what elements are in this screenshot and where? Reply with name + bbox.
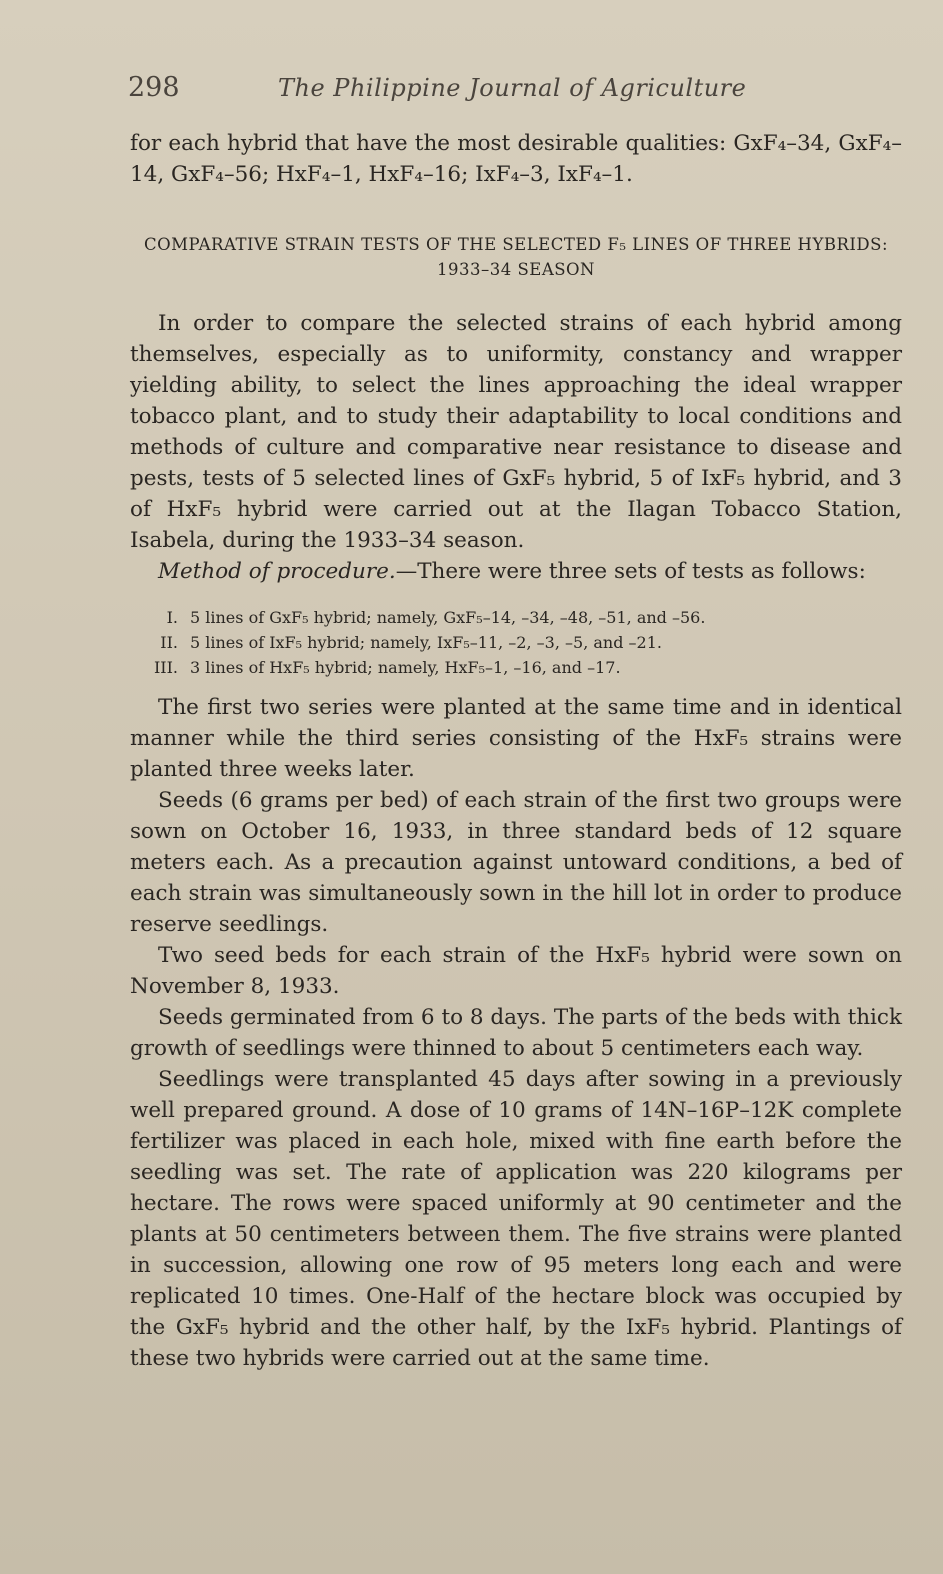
page-number: 298: [128, 72, 180, 103]
test-text: 3 lines of HxF₅ hybrid; namely, HxF₅–1, –16, and –17.: [190, 658, 621, 677]
test-number: II.: [160, 633, 178, 652]
test-text: 5 lines of GxF₅ hybrid; namely, GxF₅–14, –34, –48, –51, and –56.: [190, 608, 706, 627]
section-heading: COMPARATIVE STRAIN TESTS OF THE SELECTED F₅ LINES OF THREE HYBRIDS: 1933–34 SEASON: [144, 235, 888, 279]
paragraph-method: [130, 556, 902, 587]
paragraph-purpose: In order to compare the selected strains of each hybrid among themselves, especially as to uniformity, constancy and wrapper yielding ability, to select the lines approaching the ideal wrapper tobacco plant, and to study their adaptability to local conditions and methods of culture and comparative near resistance to disease and pests, tests of 5 selected lines of GxF₅ hybrid, 5 of IxF₅ hybrid, and 3 of HxF₅ hybrid were carried out at the Ilagan Tobacco Station, Isabela, during the 1933–34 season.: [130, 311, 902, 553]
test-number: I.: [166, 608, 178, 627]
intro-paragraph: for each hybrid that have the most desirable qualities: GxF₄–34, GxF₄–14, GxF₄–56; HxF₄–1, HxF₄–16; IxF₄–3, IxF₄–1.: [130, 131, 902, 187]
body-text: [130, 128, 902, 1374]
paragraph-seeds: Seeds (6 grams per bed) of each strain of the first two groups were sown on October 16, 1933, in three standard beds of 12 square meters each. As a precaution against untoward conditions, a bed of each strain was simultaneously sown in the hill lot in order to produce reserve seedlings.: [130, 788, 902, 937]
test-item: [130, 655, 902, 680]
page-header: [128, 72, 828, 112]
paragraph-series: The first two series were planted at the same time and in identical manner while the third series consisting of the HxF₅ strains were planted three weeks later.: [130, 695, 902, 782]
journal-title: The Philippine Journal of Agriculture: [278, 74, 747, 102]
tests-list: [130, 605, 902, 680]
test-item: [130, 605, 902, 630]
paragraph-transplanting: Seedlings were transplanted 45 days after sowing in a previously well prepared ground. A dose of 10 grams of 14N–16P–12K complete fertilizer was placed in each hole, mixed with fine earth before the seedling was set. The rate of application was 220 kilograms per hectare. The rows were spaced uniformly at 90 centimeter and the plants at 50 centimeters between them. The five strains were planted in succession, allowing one row of 95 meters long each and were replicated 10 times. One-Half of the hectare block was occupied by the GxF₅ hybrid and the other half, by the IxF₅ hybrid. Plantings of these two hybrids were carried out at the same time.: [130, 1067, 902, 1371]
method-label: Method of procedure.: [158, 559, 396, 584]
paragraph-seed-beds: Two seed beds for each strain of the HxF₅ hybrid were sown on November 8, 1933.: [130, 943, 902, 999]
method-text: —There were three sets of tests as follows:: [395, 559, 866, 584]
test-item: [130, 630, 902, 655]
test-text: 5 lines of IxF₅ hybrid; namely, IxF₅–11, –2, –3, –5, and –21.: [190, 633, 662, 652]
test-number: III.: [153, 658, 178, 677]
paragraph-germination: Seeds germinated from 6 to 8 days. The parts of the beds with thick growth of seedlings were thinned to about 5 centimeters each way.: [130, 1005, 902, 1061]
